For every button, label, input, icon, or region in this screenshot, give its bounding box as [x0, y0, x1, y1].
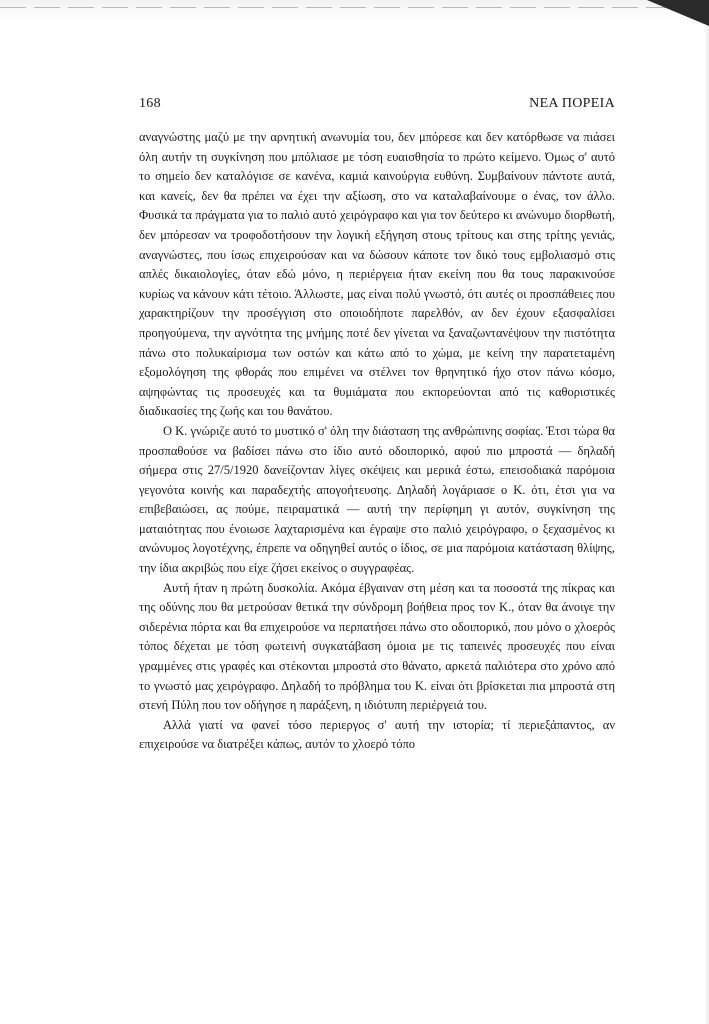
paragraph: Ο Κ. γνώριζε αυτό το μυστικό σ' όλη την διάσταση της ανθρώπινης σοφίας. Έτσι τώρα θα προσπαθούσε να βαδίσει πάνω στο ίδιο αυτό οδοιπορικό, αφού πιο μπροστά — δηλαδή σήμερα στις 27/5/1920 δανείζονταν λίγες σκέψεις και μερικά έστω, επεισοδιακά παρόμοια γεγονότα κοινής και παραδεχτής απογοήτευσης. Δηλαδή λογάριασε ο Κ. ότι, έτσι για να επιβεβαιώσει, ας πούμε, πειραματικά — αυτή την περίφημη γι αυτόν, συγκίνηση της ματαιότητας που ένοιωσε λαχταρισμένα και έγραψε στο παλιό χειρόγραφο, ο ξεχασμένος κι ανώνυμος λογοτέχνης, έπρεπε να οδηγηθεί αυτός ο ίδιος, σε μια παρόμοια κατάσταση θλίψης, την ίδια ακριβώς που είχε ζήσει εκείνος ο συγγραφέας.	[139, 423, 615, 576]
paragraph: αναγνώστης μαζύ με την αρνητική ανωνυμία του, δεν μπόρεσε και δεν κατόρθωσε να πιάσει όλη αυτήν τη συγκίνηση που μπόλιασε με τόση ευαισθησία το πρώτο κείμενο. Όμως σ' αυτό το σημείο δεν καταλόγισε σε κανένα, καμιά καινούργια ευθύνη. Συμβαίνουν πάντοτε αυτά, και κανείς, δεν θα πρέπει να έχει την αξίωση, στο να καταλαβαίνουμε ο ένας, τον άλλο. Φυσικά τα πράγματα για το παλιό αυτό χειρόγραφο και για τον δεύτερο κι ανώνυμο διορθωτή, δεν μπόρεσαν να τροφοδοτήσουν την λογική εξήγηση στους τρίτους και στης τρίτης γενιάς, αναγνώστες, που ίσως επιχειρούσαν και να δώσουν κάποτε τον δικό τους εμβολιασμό στις απλές δικαιολογίες, όταν εδώ μόνο, η περιέργεια ήταν εκείνη που θα τους παρακινούσε κυρίως να κάνουν κάτι τέτοιο. Άλλωστε, μας είναι πολύ γνωστό, ότι αυτές οι προσπάθειες που χαρακτηρίζουν την προσέγγιση στο οποιοδήποτε παρελθόν, αν δεν έχουν εξασφαλίσει προηγούμενα, την αγνότητα της μνήμης ποτέ δεν γίνεται να ξαναζωντανέψουν την πιστότητα πάνω στο πολυκαίρισμα των οστών και κάτω από το χώμα, με κείνη την παρατεταμένη εξομολόγηση της φθοράς που επιμένει να στέλνει τον θρηνητικό ήχο στον πάνω κόσμο, αψηφώντας τις προσευχές και τα θυμιάματα που εκπορεύονται από τις καθοριστικές διαδικασίες της ζωής και του θανάτου.	[139, 130, 615, 419]
scan-edge-line	[0, 7, 690, 8]
paragraph: Αυτή ήταν η πρώτη δυσκολία. Ακόμα έβγαιναν στη μέση και τα ποσοστά της πίκρας και της οδύνης που θα μετρούσαν θετικά την σύνδρομη βοήθεια προς τον Κ., όταν θα άνοιγε την σιδερένια πόρτα και θα επιχειρούσε να περπατήσει πάνω στο οδοιπορικό, που μόνο ο χλοερός τόπος δέχεται με τόση φωτεινή συγκατάβαση όμοια με τις ταπεινές προσευχές που είναι γραμμένες στις γραφές και στέκονται μπροστά στο θάνατο, αρκετά παλιότερα στο χρόνο από το γνωστό μας χειρόγραφο. Δηλαδή το πρόβλημα του Κ. είναι ότι βρίσκεται πια μπροστά στη στενή Πύλη που τον οδήγησε η παράξενη, η ιδιότυπη περιέργειά του.	[139, 580, 615, 713]
body-text	[139, 128, 615, 755]
running-title: ΝΕΑ ΠΟΡΕΙΑ	[529, 96, 615, 111]
running-header	[139, 96, 615, 118]
page-number: 168	[139, 96, 161, 111]
book-page	[139, 96, 615, 755]
page-right-edge-shadow	[704, 26, 709, 1024]
page-top-shadow	[0, 0, 709, 20]
paragraph: Αλλά γιατί να φανεί τόσο περιεργος σ' αυτή την ιστορία; τί περιεξάπαντος, αν επιχειρούσε να διατρέξει κάπως, αυτόν το χλοερό τόπο	[139, 717, 615, 752]
page-corner-fold	[647, 0, 709, 26]
